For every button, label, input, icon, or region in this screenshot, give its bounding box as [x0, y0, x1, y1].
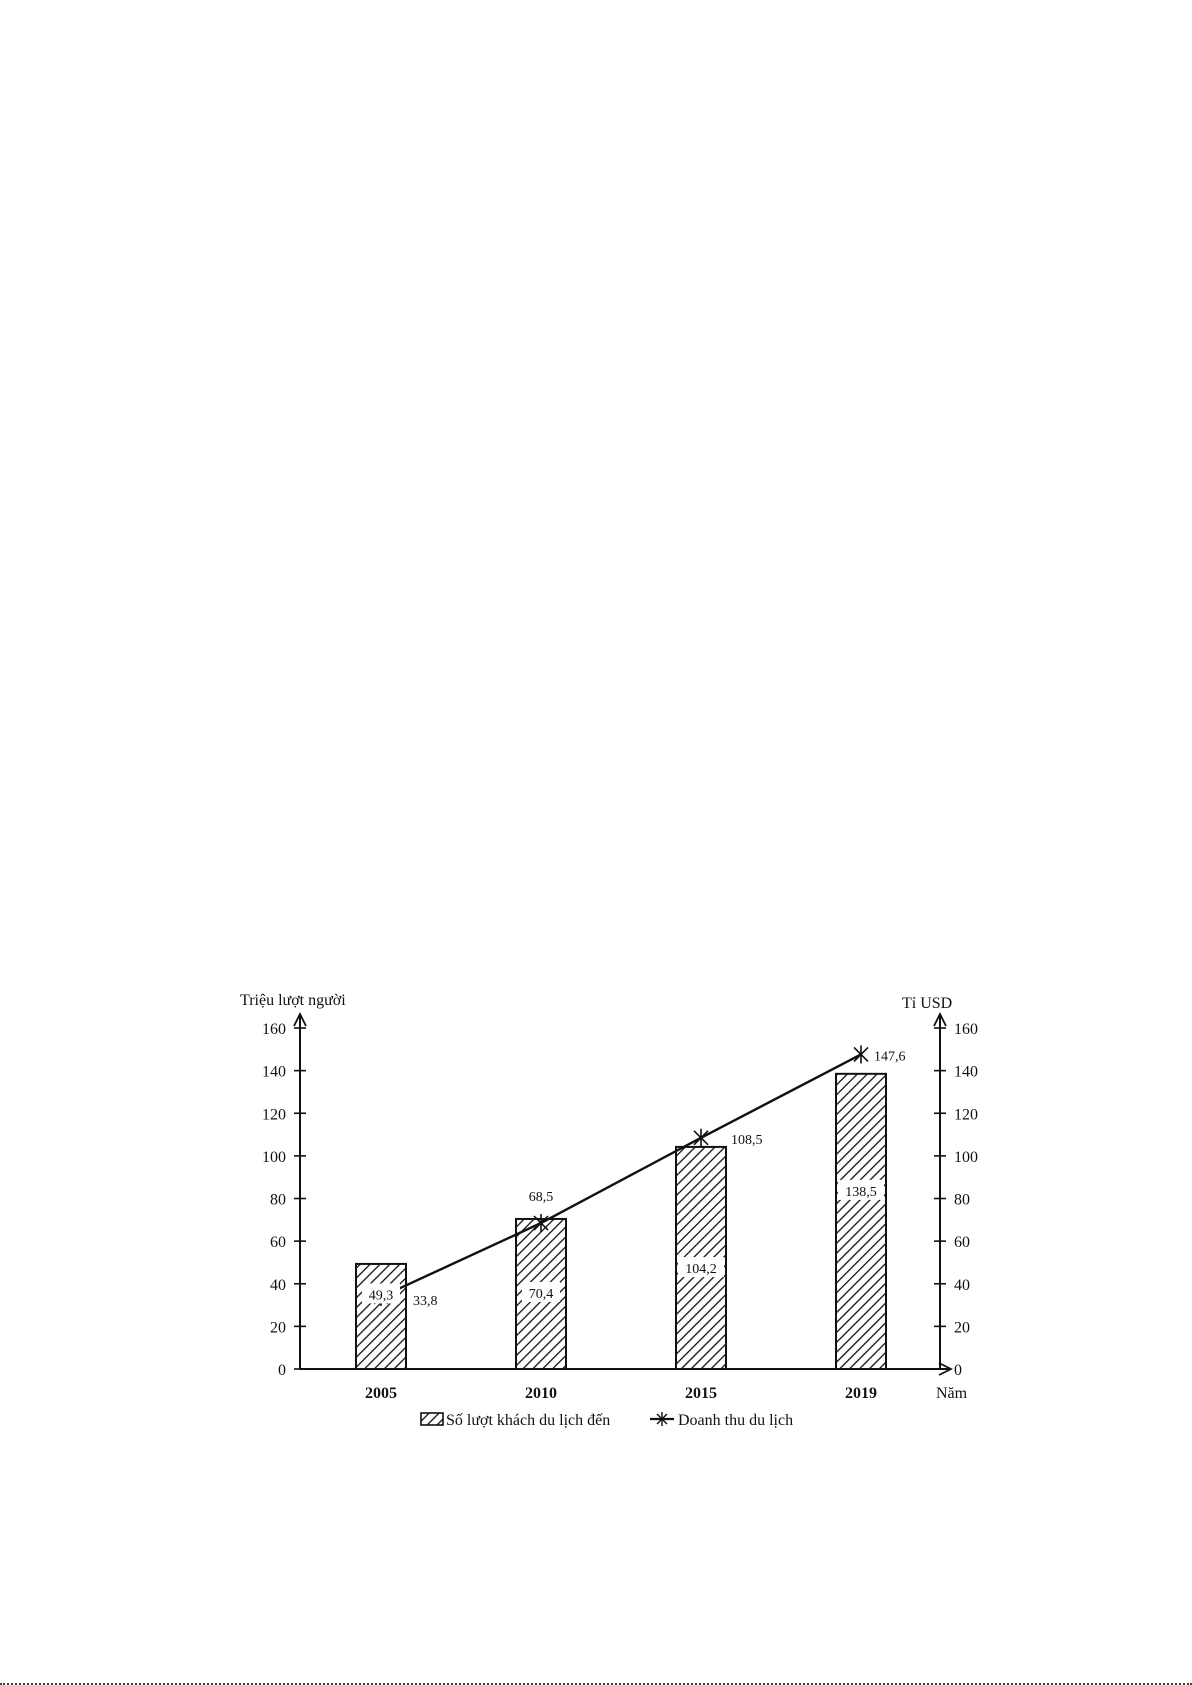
bar: [836, 1074, 886, 1369]
right-y-tick-label: 100: [954, 1148, 978, 1166]
line-series-path: [381, 1054, 861, 1297]
left-y-tick-label: 100: [262, 1148, 286, 1166]
x-tick-label: 2010: [525, 1385, 557, 1402]
left-y-tick-label: 140: [262, 1063, 286, 1081]
bar-value-label: 138,5: [845, 1184, 877, 1200]
line-value-label: 108,5: [731, 1132, 763, 1148]
right-y-tick-label: 140: [954, 1063, 978, 1081]
x-tick-label: 2015: [685, 1385, 717, 1402]
legend-bar-label: Số lượt khách du lịch đến: [446, 1412, 611, 1429]
line-value-label: 147,6: [874, 1049, 906, 1065]
line-point-marker: [694, 1129, 708, 1147]
bars-layer: [356, 1074, 886, 1369]
right-y-tick-label: 80: [954, 1191, 970, 1209]
left-y-tick-label: 80: [270, 1191, 286, 1209]
bar-value-label: 104,2: [685, 1262, 717, 1278]
line-value-label: 33,8: [413, 1293, 438, 1309]
line-layer: [374, 1045, 868, 1306]
right-y-tick-label: 0: [954, 1362, 962, 1379]
right-y-tick-label: 40: [954, 1276, 970, 1294]
legend: [421, 1412, 793, 1429]
x-tick-label: 2019: [845, 1385, 877, 1402]
x-axis-title: Năm: [936, 1385, 968, 1402]
x-tick-label: 2005: [365, 1385, 397, 1402]
left-y-tick-label: 160: [262, 1021, 286, 1038]
right-y-tick-label: 120: [954, 1106, 978, 1124]
bar-value-label: 70,4: [528, 1286, 554, 1302]
legend-bar-swatch: [421, 1413, 443, 1425]
right-y-axis-title: Tỉ USD: [902, 995, 953, 1012]
line-point-marker: [854, 1045, 868, 1063]
left-y-axis-title: Triệu lượt người: [240, 992, 346, 1009]
right-y-tick-label: 60: [954, 1234, 970, 1252]
right-y-tick-label: 20: [954, 1319, 970, 1337]
right-y-tick-label: 160: [954, 1021, 978, 1038]
left-y-tick-label: 0: [278, 1362, 286, 1379]
left-y-tick-label: 60: [270, 1234, 286, 1252]
left-y-tick-label: 20: [270, 1319, 286, 1337]
left-y-tick-label: 120: [262, 1106, 286, 1124]
line-value-label: 68,5: [528, 1190, 554, 1206]
bar-value-label: 49,3: [368, 1288, 394, 1304]
labels-layer: [362, 1049, 906, 1309]
left-y-tick-label: 40: [270, 1276, 286, 1294]
legend-line-label: Doanh thu du lịch: [678, 1412, 794, 1429]
bar: [356, 1264, 406, 1369]
